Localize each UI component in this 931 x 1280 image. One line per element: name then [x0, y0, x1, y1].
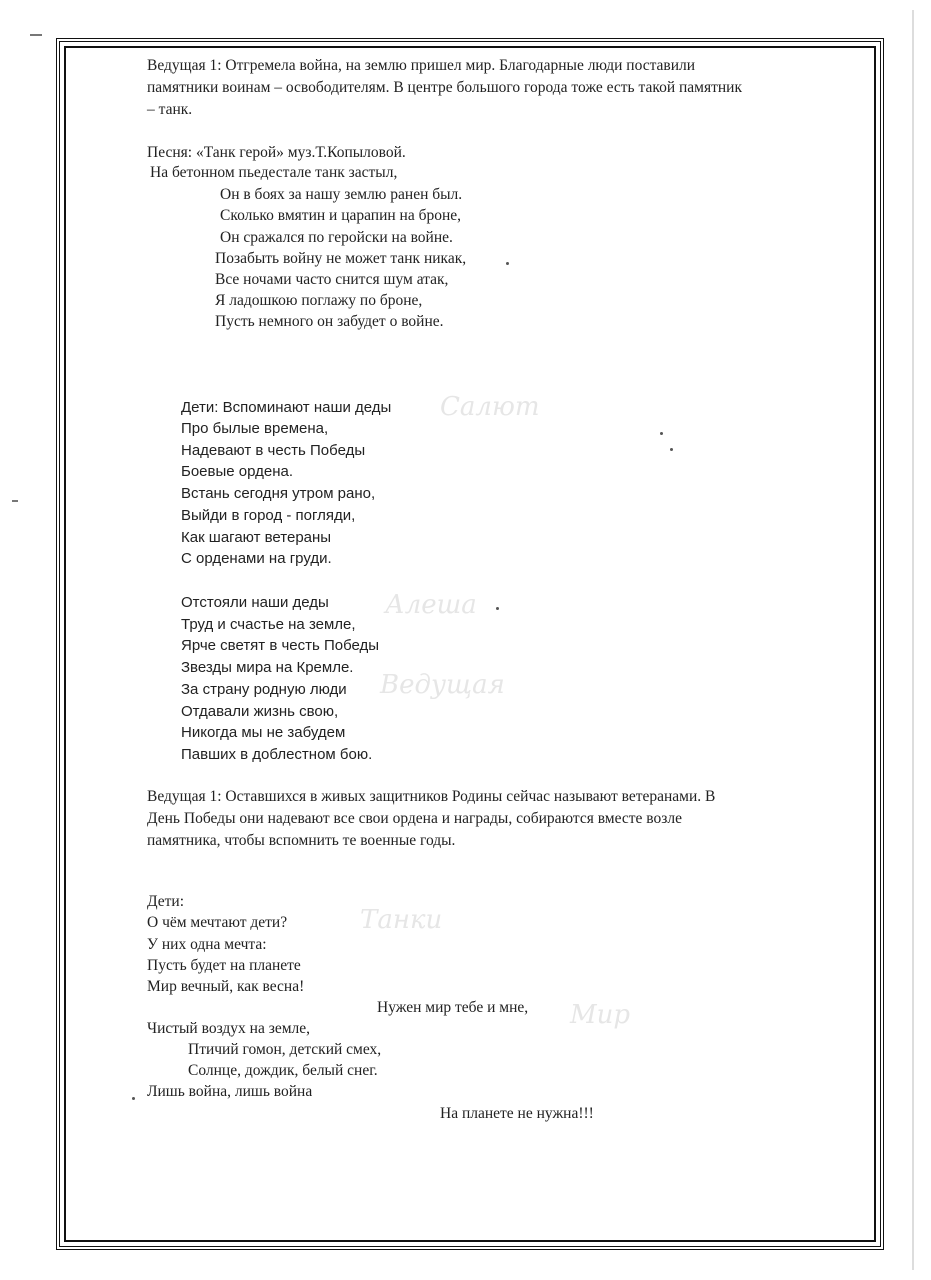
- song-line: Сколько вмятин и царапин на броне,: [220, 207, 462, 224]
- host-intro-line: Ведущая 1: Отгремела война, на землю пришел мир. Благодарные люди поставили: [147, 57, 696, 74]
- song-line: На бетонном пьедестале танк застыл,: [150, 164, 398, 181]
- show-through-text: Алеша: [385, 590, 477, 620]
- poem-line: Встань сегодня утром рано,: [181, 485, 376, 502]
- song-line: Пусть немного он забудет о войне.: [215, 313, 444, 330]
- final-poem-line: Дети:: [147, 893, 185, 910]
- host-outro-line: памятника, чтобы вспомнить те военные годы.: [147, 832, 456, 849]
- host-outro-line: Ведущая 1: Оставшихся в живых защитников Родины сейчас называют ветеранами. В: [147, 788, 716, 805]
- poem-line: Дети: Вспоминают наши деды: [181, 399, 392, 416]
- final-poem-line: На планете не нужна!!!: [440, 1105, 594, 1122]
- scan-speck: [496, 607, 499, 610]
- final-poem-line: Мир вечный, как весна!: [147, 978, 305, 995]
- final-poem-line: О чём мечтают дети?: [147, 914, 288, 931]
- poem-line: Выйди в город - погляди,: [181, 507, 356, 524]
- scan-mark: [912, 10, 914, 1270]
- final-poem-line: У них одна мечта:: [147, 936, 267, 953]
- scan-speck: [660, 432, 663, 435]
- song-line: Он в боях за нашу землю ранен был.: [220, 186, 463, 203]
- scan-mark: [30, 34, 42, 36]
- poem-line: За страну родную люди: [181, 681, 347, 698]
- final-poem-line: Нужен мир тебе и мне,: [377, 999, 529, 1016]
- poem-line: Ярче светят в честь Победы: [181, 637, 380, 654]
- song-line: Я ладошкою поглажу по броне,: [215, 292, 423, 309]
- final-poem-line: Лишь война, лишь война: [147, 1083, 313, 1100]
- poem-line: Как шагают ветераны: [181, 529, 332, 546]
- poem-line: Никогда мы не забудем: [181, 724, 346, 741]
- final-poem-line: Птичий гомон, детский смех,: [188, 1041, 382, 1058]
- poem-line: Павших в доблестном бою.: [181, 746, 373, 763]
- poem-line: Отдавали жизнь свою,: [181, 703, 339, 720]
- poem-line: Боевые ордена.: [181, 463, 294, 480]
- show-through-text: Танки: [360, 905, 443, 935]
- song-line: Он сражался по геройски на войне.: [220, 229, 453, 246]
- final-poem-line: Пусть будет на планете: [147, 957, 301, 974]
- show-through-text: Ведущая: [380, 670, 505, 700]
- poem-line: Звезды мира на Кремле.: [181, 659, 354, 676]
- poem-line: Труд и счастье на земле,: [181, 616, 356, 633]
- show-through-text: Мир: [570, 1000, 631, 1030]
- poem-line: Про былые времена,: [181, 420, 329, 437]
- show-through-text: Салют: [440, 392, 540, 422]
- scan-speck: [132, 1097, 135, 1100]
- poem-line: Отстояли наши деды: [181, 594, 329, 611]
- song-line: Позабыть войну не может танк никак,: [215, 250, 467, 267]
- song-title: Песня: «Танк герой» муз.Т.Копыловой.: [147, 144, 406, 161]
- scan-speck: [670, 448, 673, 451]
- final-poem-line: Чистый воздух на земле,: [147, 1020, 311, 1037]
- final-poem-line: Солнце, дождик, белый снег.: [188, 1062, 378, 1079]
- scan-speck: [506, 262, 509, 265]
- host-outro-line: День Победы они надевают все свои ордена и награды, собираются вместе возле: [147, 810, 682, 827]
- song-line: Все ночами часто снится шум атак,: [215, 271, 449, 288]
- host-intro-line: памятники воинам – освободителям. В центре большого города тоже есть такой памятник: [147, 79, 742, 96]
- host-intro-line: – танк.: [147, 101, 193, 118]
- scan-mark: [12, 500, 18, 502]
- poem-line: С орденами на груди.: [181, 550, 332, 567]
- poem-line: Надевают в честь Победы: [181, 442, 366, 459]
